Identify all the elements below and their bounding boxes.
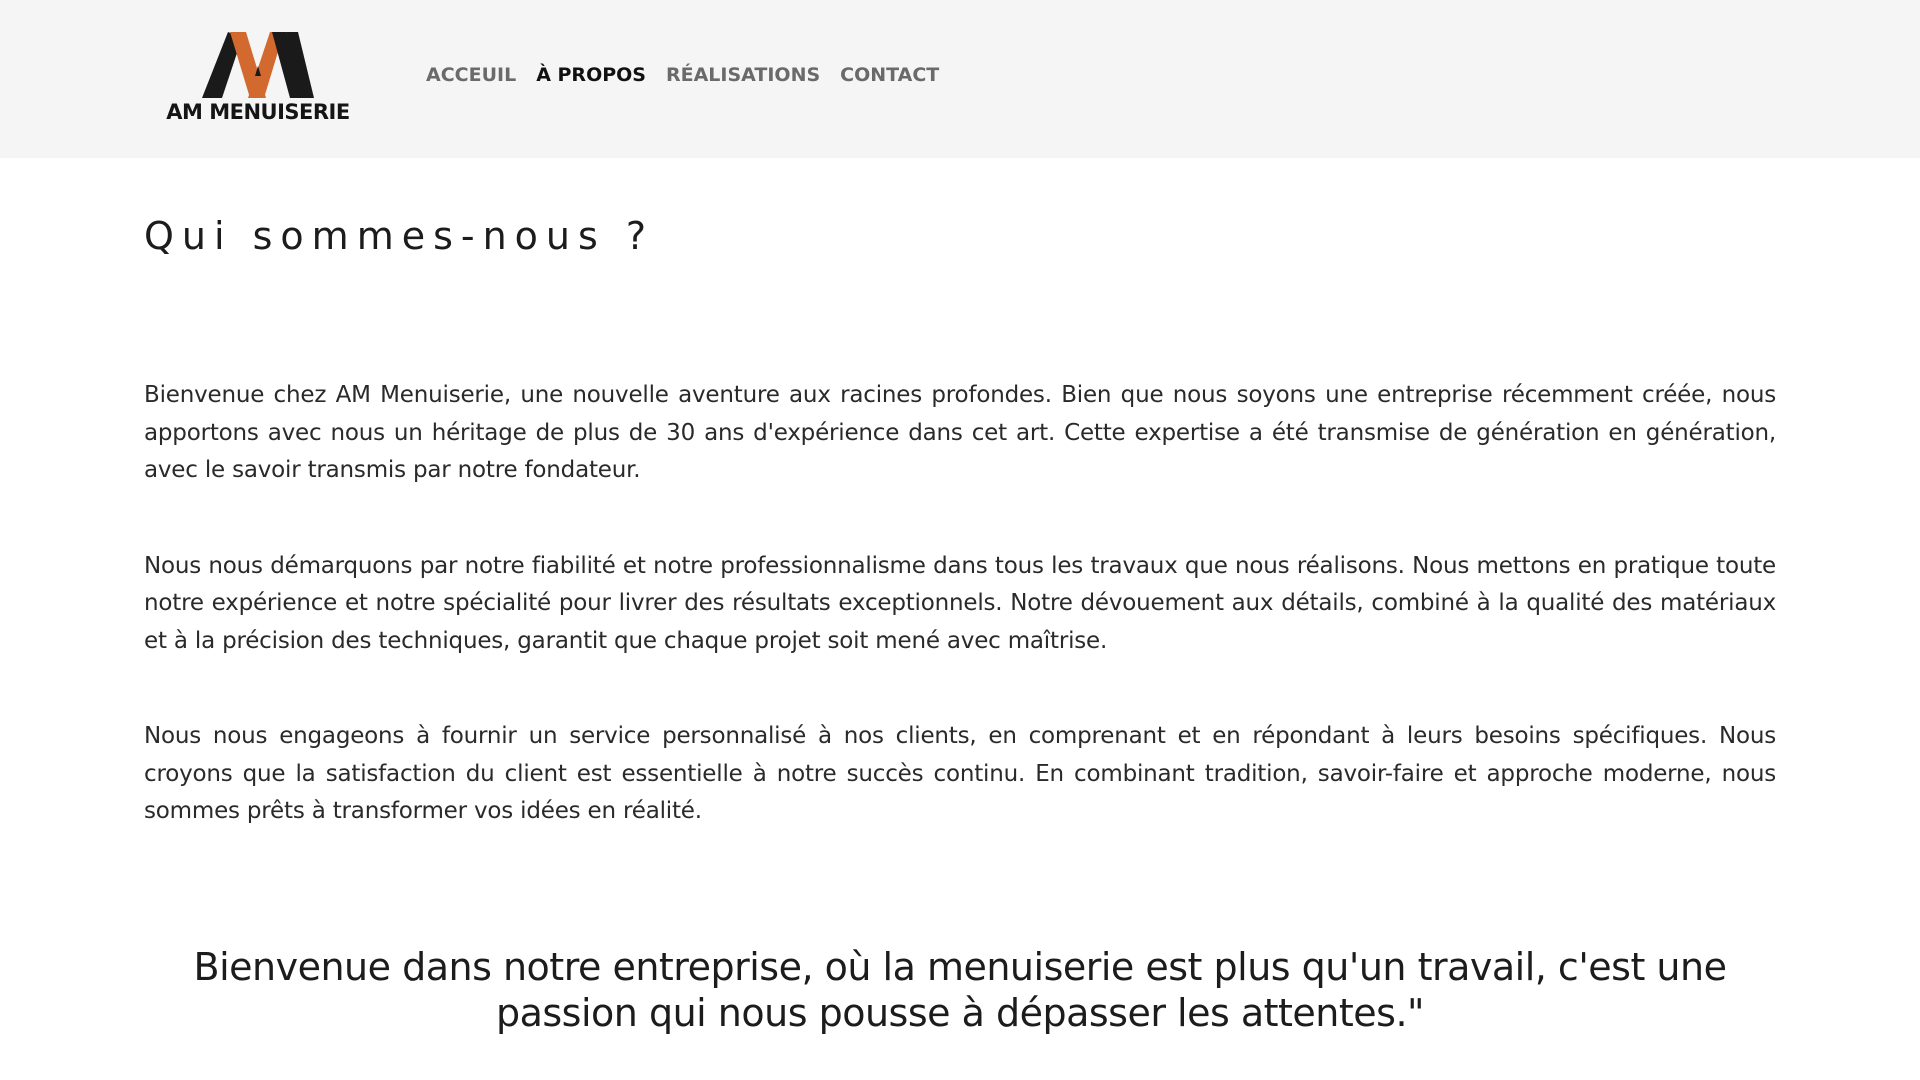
about-paragraph-reliability: Nous nous démarquons par notre fiabilité et notre professionnalisme dans tous les travaux que nous réalisons. Nous mettons en pratique toute notre expérience et notre spécialité pour livrer des résultats exceptionnels. Notre dévouement aux détails, combiné à la qualité des matériaux et à la précision des techniques, garantit que chaque projet soit mené avec maîtrise. (144, 552, 1776, 654)
about-paragraph-heritage: Bienvenue chez AM Menuiserie, une nouvelle aventure aux racines profondes. Bien que nous soyons une entreprise récemment créée, nous apportons avec nous un héritage de plus de 30 ans d'expérience dans cet art. Cette expertise a été transmise de génération en génération, avec le savoir transmis par notre fondateur. (144, 382, 1776, 483)
brand-logo-link[interactable] (160, 30, 360, 130)
site-header (0, 0, 1920, 158)
brand-name: AM MENUISERIE (166, 100, 350, 124)
company-quote: Bienvenue dans notre entreprise, où la menuiserie est plus qu'un travail, c'est une passion qui nous pousse à dépasser les attentes." (193, 945, 1727, 1035)
main-navigation (426, 64, 939, 86)
nav-item-accueil[interactable]: ACCEUIL (426, 64, 517, 86)
am-monogram-logo-icon (202, 32, 314, 98)
about-content (144, 377, 1776, 889)
about-paragraph-commitment: Nous nous engageons à fournir un service personnalisé à nos clients, en comprenant et en répondant à leurs besoins spécifiques. Nous croyons que la satisfaction du client est essentielle à notre succès continu. En combinant tradition, savoir-faire et approche moderne, nous sommes prêts à transformer vos idées en réalité. (144, 723, 1776, 824)
nav-item-a-propos[interactable]: À PROPOS (536, 64, 646, 86)
nav-item-contact[interactable]: CONTACT (840, 64, 940, 86)
nav-item-realisations[interactable]: RÉALISATIONS (665, 64, 821, 86)
page-title: Qui sommes-nous ? (144, 214, 655, 258)
